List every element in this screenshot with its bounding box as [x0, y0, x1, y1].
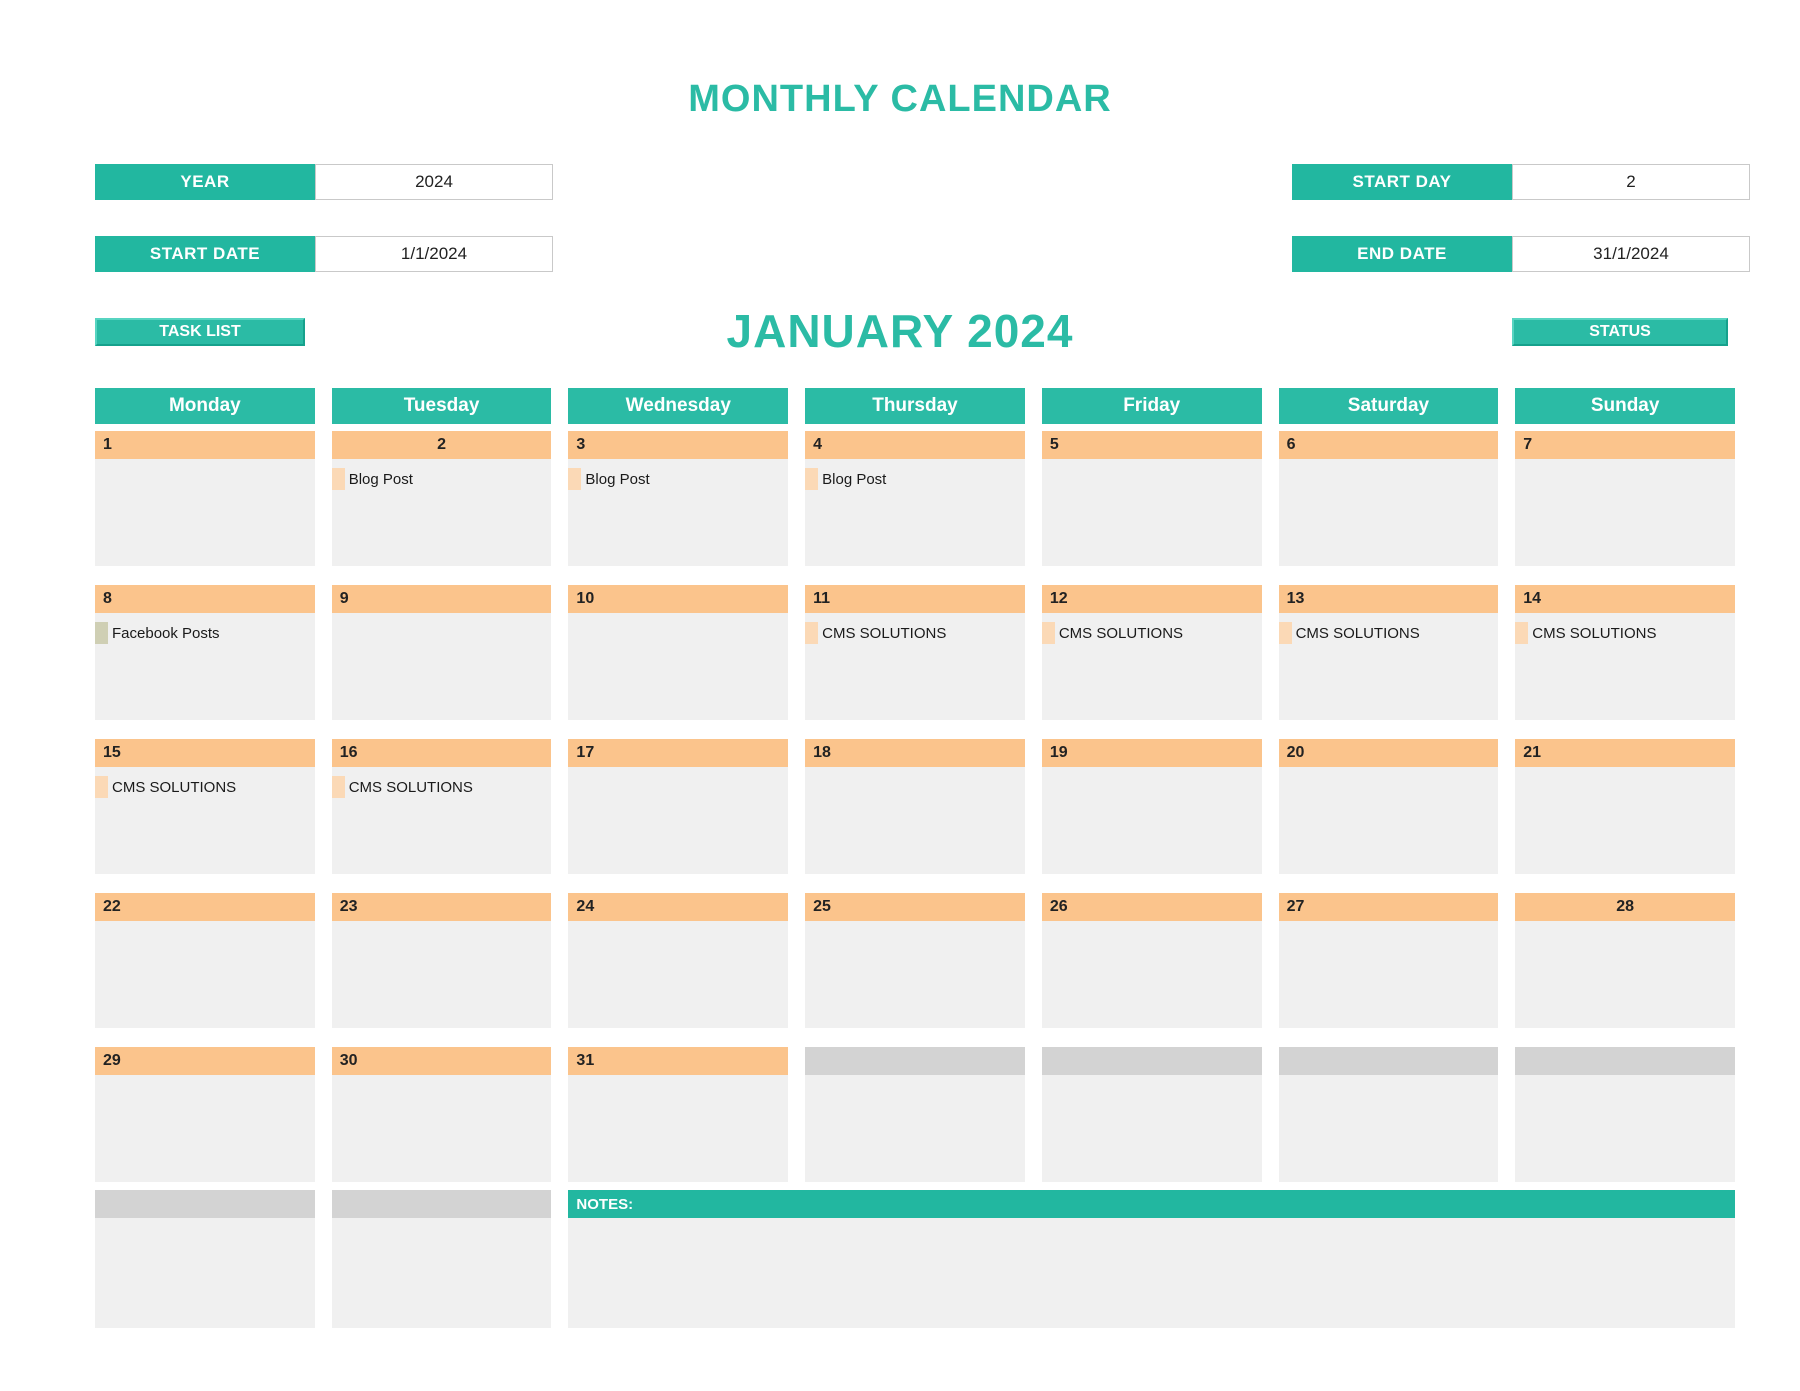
day-events[interactable]: [95, 613, 315, 720]
week-row: [95, 1047, 1735, 1182]
day-events[interactable]: [805, 767, 1025, 874]
event-color-swatch: [805, 468, 818, 490]
calendar-event[interactable]: [332, 467, 552, 491]
year-field-row: [95, 164, 553, 200]
day-events[interactable]: [1279, 459, 1499, 566]
day-cell[interactable]: [1515, 585, 1735, 720]
calendar-event[interactable]: [805, 467, 1025, 491]
day-cell[interactable]: [1515, 431, 1735, 566]
day-cell[interactable]: [1279, 585, 1499, 720]
day-events[interactable]: [805, 613, 1025, 720]
calendar-grid: [95, 388, 1735, 1201]
day-number: [805, 1047, 1025, 1075]
event-color-swatch: [95, 622, 108, 644]
day-number: 28: [1515, 893, 1735, 921]
day-number: 25: [805, 893, 1025, 921]
event-label: CMS SOLUTIONS: [1532, 624, 1657, 642]
bottom-blank-cell-1: [95, 1190, 315, 1328]
day-events[interactable]: [1515, 459, 1735, 566]
year-label: YEAR: [95, 164, 315, 200]
bottom-blank-cell-2: [332, 1190, 552, 1328]
day-events[interactable]: [1042, 1075, 1262, 1182]
day-number: 4: [805, 431, 1025, 459]
event-label: CMS SOLUTIONS: [1295, 624, 1420, 642]
calendar-event[interactable]: [95, 775, 315, 799]
day-number: 23: [332, 893, 552, 921]
weekday-header-saturday: Saturday: [1279, 388, 1499, 424]
start-date-field-row: [95, 236, 553, 272]
day-events[interactable]: [805, 459, 1025, 566]
day-cell[interactable]: [1515, 739, 1735, 874]
weekday-header-sunday: Sunday: [1515, 388, 1735, 424]
day-events[interactable]: [805, 921, 1025, 1028]
day-number: 22: [95, 893, 315, 921]
bottom-blank-body-2: [332, 1218, 552, 1328]
day-cell[interactable]: [332, 585, 552, 720]
event-label: CMS SOLUTIONS: [112, 778, 237, 796]
day-events[interactable]: [1279, 613, 1499, 720]
day-events[interactable]: [95, 1075, 315, 1182]
event-color-swatch: [568, 468, 581, 490]
event-label: Blog Post: [348, 470, 413, 488]
bottom-row: [95, 1190, 1735, 1328]
day-cell[interactable]: [568, 893, 788, 1028]
day-number: 14: [1515, 585, 1735, 613]
day-cell[interactable]: [1279, 431, 1499, 566]
bottom-blank-body-1: [95, 1218, 315, 1328]
week-row: [95, 893, 1735, 1028]
day-cell[interactable]: [332, 893, 552, 1028]
event-color-swatch: [805, 622, 818, 644]
calendar-event[interactable]: [1042, 621, 1262, 645]
day-cell[interactable]: [568, 1047, 788, 1182]
day-number: 15: [95, 739, 315, 767]
start-day-label: START DAY: [1292, 164, 1512, 200]
day-events[interactable]: [332, 1075, 552, 1182]
event-label: CMS SOLUTIONS: [348, 778, 473, 796]
day-events[interactable]: [568, 1075, 788, 1182]
day-events[interactable]: [332, 613, 552, 720]
day-cell[interactable]: [805, 585, 1025, 720]
day-cell[interactable]: [95, 585, 315, 720]
day-number: 12: [1042, 585, 1262, 613]
page-title: MONTHLY CALENDAR: [688, 78, 1112, 120]
weekday-header-row: [95, 388, 1735, 424]
day-cell[interactable]: [1279, 893, 1499, 1028]
day-cell[interactable]: [95, 431, 315, 566]
weekday-header-wednesday: Wednesday: [568, 388, 788, 424]
day-cell[interactable]: [332, 431, 552, 566]
day-number: 10: [568, 585, 788, 613]
task-list-button[interactable]: TASK LIST: [95, 318, 305, 346]
day-events[interactable]: [95, 767, 315, 874]
day-number: 5: [1042, 431, 1262, 459]
event-label: Blog Post: [585, 470, 650, 488]
day-number: 11: [805, 585, 1025, 613]
weekday-header-tuesday: Tuesday: [332, 388, 552, 424]
day-events[interactable]: [1515, 767, 1735, 874]
day-events[interactable]: [1042, 613, 1262, 720]
day-number: 1: [95, 431, 315, 459]
day-events[interactable]: [332, 767, 552, 874]
day-number: 3: [568, 431, 788, 459]
calendar-event[interactable]: [805, 621, 1025, 645]
day-cell[interactable]: [1042, 585, 1262, 720]
day-cell[interactable]: [1042, 739, 1262, 874]
day-number: 6: [1279, 431, 1499, 459]
event-color-swatch: [1042, 622, 1055, 644]
start-day-field-row: [1292, 164, 1750, 200]
day-number: 13: [1279, 585, 1499, 613]
day-number: 31: [568, 1047, 788, 1075]
event-color-swatch: [332, 468, 345, 490]
day-number: 18: [805, 739, 1025, 767]
day-number: [1279, 1047, 1499, 1075]
month-title: JANUARY 2024: [726, 305, 1074, 357]
day-events[interactable]: [1279, 767, 1499, 874]
day-cell[interactable]: [568, 739, 788, 874]
day-events[interactable]: [1042, 459, 1262, 566]
day-cell[interactable]: [1279, 739, 1499, 874]
week-row: [95, 585, 1735, 720]
event-label: Facebook Posts: [112, 624, 220, 642]
calendar-event[interactable]: [568, 467, 788, 491]
day-cell[interactable]: [805, 739, 1025, 874]
event-color-swatch: [332, 776, 345, 798]
day-cell-empty[interactable]: [1042, 1047, 1262, 1182]
day-number: 27: [1279, 893, 1499, 921]
day-events[interactable]: [1042, 767, 1262, 874]
year-value[interactable]: 2024: [315, 164, 553, 200]
week-row: [95, 739, 1735, 874]
day-number: 24: [568, 893, 788, 921]
bottom-blank-header-2: [332, 1190, 552, 1218]
day-number: 21: [1515, 739, 1735, 767]
start-date-label: START DATE: [95, 236, 315, 272]
week-row: [95, 431, 1735, 566]
calendar-event[interactable]: [1279, 621, 1499, 645]
day-cell[interactable]: [1515, 893, 1735, 1028]
day-number: 17: [568, 739, 788, 767]
day-cell[interactable]: [568, 585, 788, 720]
notes-textarea[interactable]: [568, 1218, 1735, 1328]
day-events[interactable]: [568, 767, 788, 874]
start-day-value[interactable]: 2: [1512, 164, 1750, 200]
day-events[interactable]: [95, 459, 315, 566]
day-events[interactable]: [1279, 921, 1499, 1028]
weekday-header-friday: Friday: [1042, 388, 1262, 424]
event-label: Blog Post: [822, 470, 887, 488]
event-color-swatch: [95, 776, 108, 798]
day-cell-empty[interactable]: [805, 1047, 1025, 1182]
notes-label: NOTES:: [568, 1190, 1735, 1218]
day-cell[interactable]: [805, 431, 1025, 566]
day-number: 26: [1042, 893, 1262, 921]
day-events[interactable]: [1279, 1075, 1499, 1182]
event-label: CMS SOLUTIONS: [822, 624, 947, 642]
day-cell[interactable]: [95, 893, 315, 1028]
day-events[interactable]: [1515, 1075, 1735, 1182]
day-number: 7: [1515, 431, 1735, 459]
calendar-event[interactable]: [95, 621, 315, 645]
day-number: 29: [95, 1047, 315, 1075]
day-events[interactable]: [568, 613, 788, 720]
calendar-event[interactable]: [332, 775, 552, 799]
day-number: [1042, 1047, 1262, 1075]
weekday-header-thursday: Thursday: [805, 388, 1025, 424]
day-cell[interactable]: [1042, 431, 1262, 566]
day-cell-empty[interactable]: [1279, 1047, 1499, 1182]
end-date-value[interactable]: 31/1/2024: [1512, 236, 1750, 272]
bottom-blank-header-1: [95, 1190, 315, 1218]
end-date-field-row: [1292, 236, 1750, 272]
day-number: 16: [332, 739, 552, 767]
weekday-header-monday: Monday: [95, 388, 315, 424]
day-events[interactable]: [1042, 921, 1262, 1028]
day-cell[interactable]: [568, 431, 788, 566]
day-number: 30: [332, 1047, 552, 1075]
day-cell-empty[interactable]: [1515, 1047, 1735, 1182]
calendar-event[interactable]: [1515, 621, 1735, 645]
event-label: CMS SOLUTIONS: [1058, 624, 1184, 642]
day-number: 8: [95, 585, 315, 613]
event-color-swatch: [1279, 622, 1292, 644]
weeks-container: [95, 431, 1735, 1182]
end-date-label: END DATE: [1292, 236, 1512, 272]
day-cell[interactable]: [95, 1047, 315, 1182]
day-number: 9: [332, 585, 552, 613]
day-events[interactable]: [1515, 613, 1735, 720]
day-cell[interactable]: [332, 739, 552, 874]
day-number: 19: [1042, 739, 1262, 767]
day-cell[interactable]: [1042, 893, 1262, 1028]
day-events[interactable]: [568, 921, 788, 1028]
day-cell[interactable]: [805, 893, 1025, 1028]
day-events[interactable]: [332, 921, 552, 1028]
day-cell[interactable]: [332, 1047, 552, 1182]
day-events[interactable]: [805, 1075, 1025, 1182]
day-events[interactable]: [1515, 921, 1735, 1028]
status-button[interactable]: STATUS: [1512, 318, 1728, 346]
start-date-value[interactable]: 1/1/2024: [315, 236, 553, 272]
notes-section: [568, 1190, 1735, 1328]
day-number: 2: [332, 431, 552, 459]
day-events[interactable]: [95, 921, 315, 1028]
day-number: 20: [1279, 739, 1499, 767]
day-events[interactable]: [332, 459, 552, 566]
day-events[interactable]: [568, 459, 788, 566]
day-number: [1515, 1047, 1735, 1075]
day-cell[interactable]: [95, 739, 315, 874]
event-color-swatch: [1515, 622, 1528, 644]
